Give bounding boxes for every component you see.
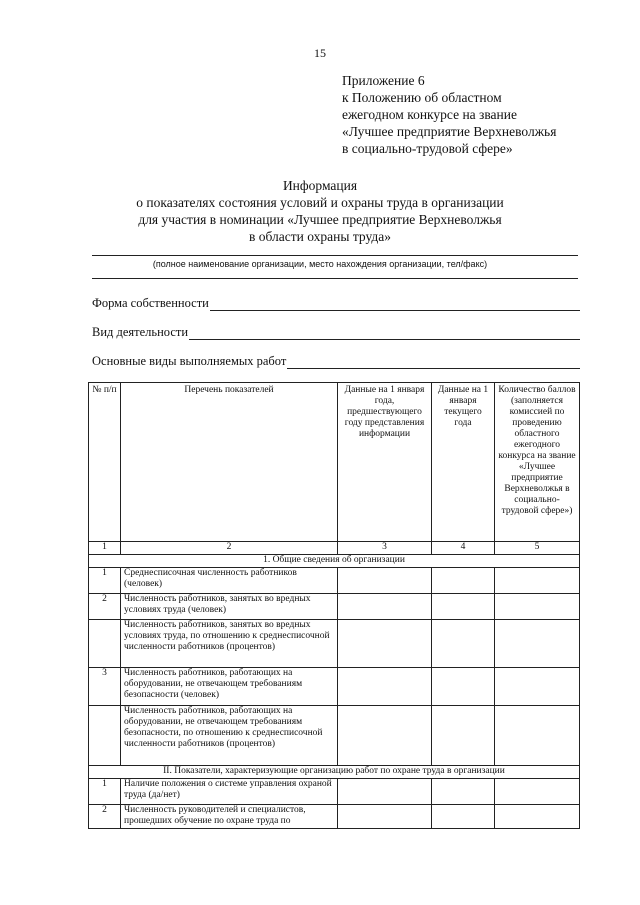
appendix-line: «Лучшее предприятие Верхневолжья [342,124,557,139]
org-name-line-2[interactable] [92,278,578,279]
data-cell-points[interactable] [495,668,580,706]
data-cell-current[interactable] [432,620,495,668]
data-cell-points[interactable] [495,779,580,805]
section-row [89,555,580,568]
table-row [89,779,580,805]
header-indicators: Перечень показателей [121,383,338,542]
row-number-empty [89,620,121,668]
table-row [89,568,580,594]
row-number-empty [89,706,121,766]
works-label: Основные виды выполняемых работ [92,354,287,368]
row-text: Численность руководителей и специалистов, прошедших обучение по охране труда по [121,805,338,829]
header-current-year: Данные на 1 января текущего года [432,383,495,542]
data-cell-points[interactable] [495,620,580,668]
data-cell-points[interactable] [495,706,580,766]
column-number: 1 [89,542,121,555]
data-cell-current[interactable] [432,668,495,706]
data-cell-current[interactable] [432,779,495,805]
row-text: Численность работников, работающих на оборудовании, не отвечающем требованиям безопасности, по отношению к среднесписочной численности работников (процентов) [121,706,338,766]
row-text: Среднесписочная численность работников (человек) [121,568,338,594]
section-title: 1. Общие сведения об организации [89,555,580,568]
column-number: 4 [432,542,495,555]
indicators-table [88,382,580,829]
ownership-input-line[interactable] [210,298,580,311]
table-row [89,668,580,706]
row-text: Численность работников, работающих на оборудовании, не отвечающем требованиям безопасности (человек) [121,668,338,706]
data-cell-prev[interactable] [338,620,432,668]
row-number: 1 [89,779,121,805]
table-row [89,594,580,620]
column-numbers-row [89,542,580,555]
works-input-line[interactable] [287,356,580,369]
row-number: 2 [89,594,121,620]
data-cell-points[interactable] [495,568,580,594]
ownership-field[interactable] [92,296,580,311]
data-cell-current[interactable] [432,594,495,620]
data-cell-prev[interactable] [338,779,432,805]
column-number: 5 [495,542,580,555]
appendix-line: Приложение 6 [342,73,425,88]
table-row [89,706,580,766]
appendix-header [342,72,556,157]
row-text: Наличие положения о системе управления охраной труда (да/нет) [121,779,338,805]
data-cell-prev[interactable] [338,594,432,620]
appendix-line: к Положению об областном [342,90,502,105]
table-row [89,620,580,668]
section-title: II. Показатели, характеризующие организацию работ по охране труда в организации [89,766,580,779]
activity-input-line[interactable] [189,327,580,340]
header-num: № п/п [89,383,121,542]
title-line: в области охраны труда» [249,229,391,244]
table-header-row [89,383,580,542]
activity-label: Вид деятельности [92,325,189,339]
row-number: 2 [89,805,121,829]
data-cell-current[interactable] [432,706,495,766]
data-cell-prev[interactable] [338,805,432,829]
org-name-line[interactable] [92,255,578,256]
row-text: Численность работников, занятых во вредных условиях труда (человек) [121,594,338,620]
activity-field[interactable] [92,325,580,340]
row-text: Численность работников, занятых во вредных условиях труда, по отношению к среднесписочной численности работников (процентов) [121,620,338,668]
page-number: 15 [314,46,326,60]
document-title [0,177,640,245]
data-cell-prev[interactable] [338,706,432,766]
column-number: 2 [121,542,338,555]
data-cell-points[interactable] [495,805,580,829]
data-cell-prev[interactable] [338,568,432,594]
data-cell-current[interactable] [432,805,495,829]
works-field[interactable] [92,354,580,369]
row-number: 1 [89,568,121,594]
header-points: Количество баллов (заполняется комиссией по проведению областного ежегодного конкурса на звание «Лучшее предприятие Верхневолжья в социально-трудовой сфере») [495,383,580,542]
row-number: 3 [89,668,121,706]
title-line: о показателях состояния условий и охраны труда в организации [136,195,504,210]
data-cell-points[interactable] [495,594,580,620]
data-cell-current[interactable] [432,568,495,594]
appendix-line: ежегодном конкурсе на звание [342,107,517,122]
section-row [89,766,580,779]
column-number: 3 [338,542,432,555]
header-prev-year: Данные на 1 января года, предшествующего году представления информации [338,383,432,542]
title-line: для участия в номинации «Лучшее предприятие Верхневолжья [138,212,502,227]
ownership-label: Форма собственности [92,296,209,310]
table-row [89,805,580,829]
data-cell-prev[interactable] [338,668,432,706]
appendix-line: в социально-трудовой сфере» [342,141,513,156]
title-line: Информация [282,178,358,193]
org-caption: (полное наименование организации, место нахождения организации, тел/факс) [152,259,488,269]
